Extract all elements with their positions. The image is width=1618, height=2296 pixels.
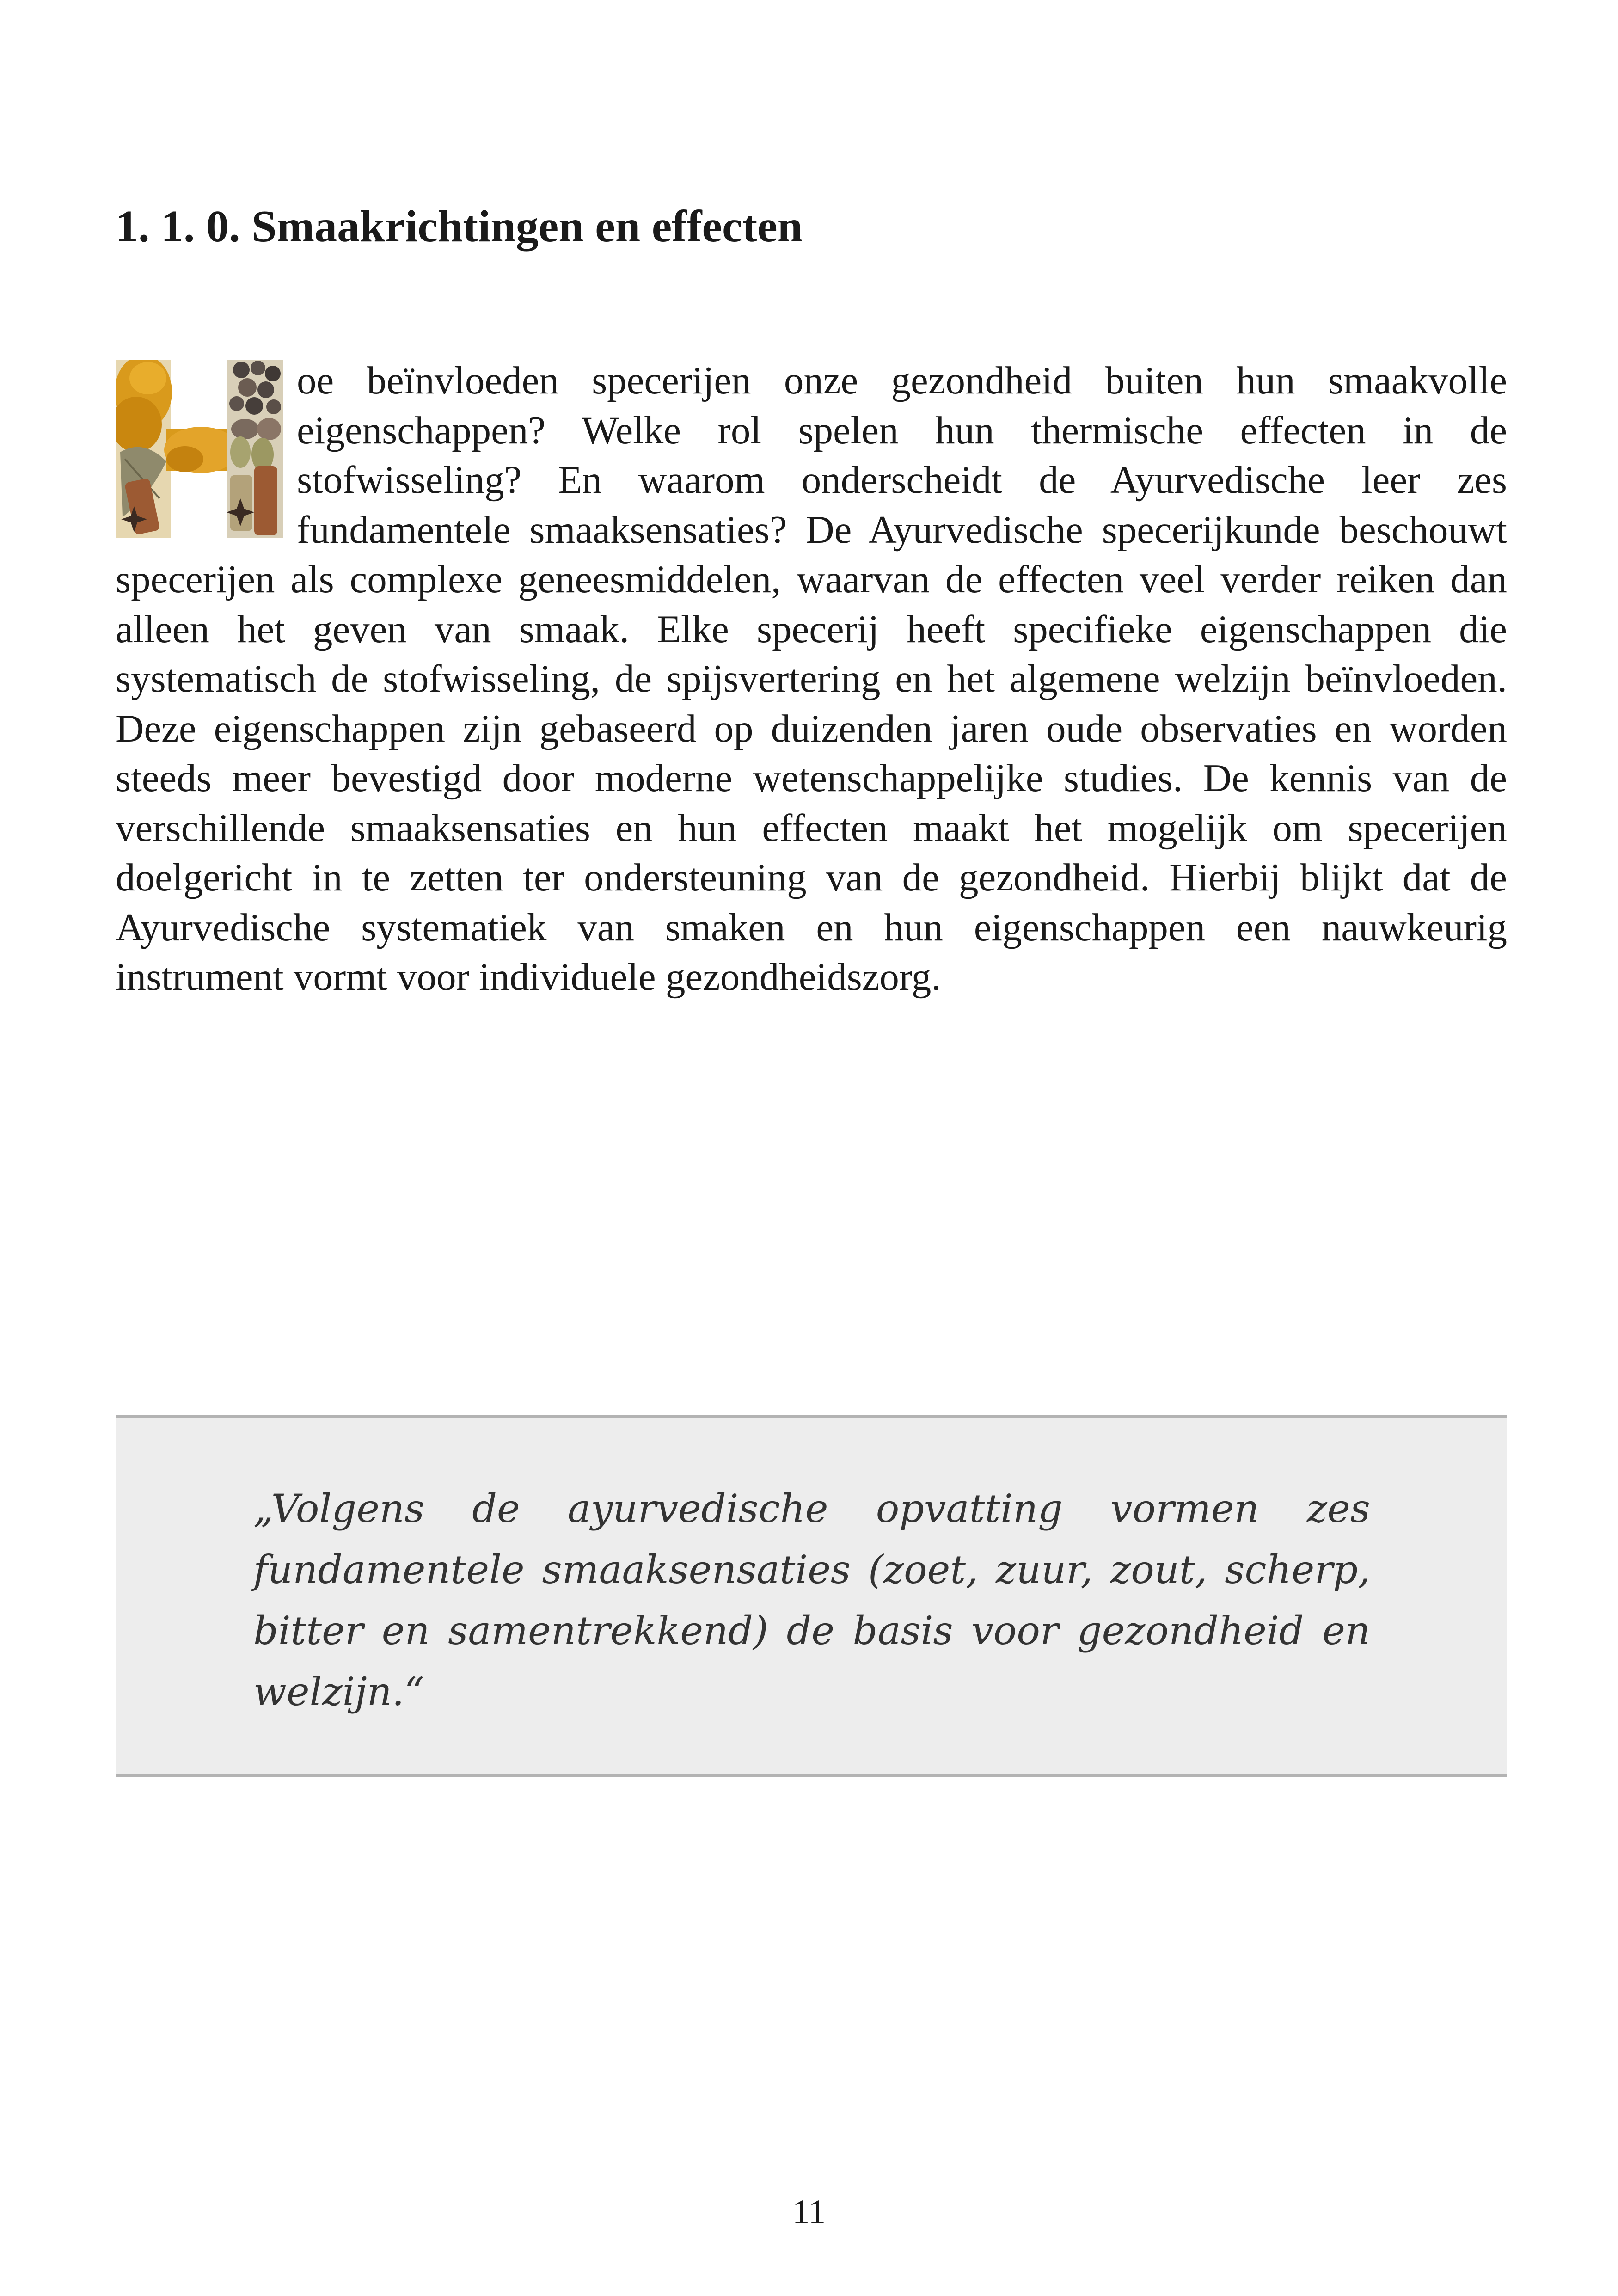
pull-quote (116, 1415, 1507, 1777)
body-paragraph (116, 356, 1507, 1002)
section-heading: 1. 1. 0. Smaakrichtingen en effecten (116, 202, 803, 252)
quote-text: „Volgens de ayurvedische opvatting vormen zes fundamentele smaaksensaties (zoet, zuur, zout, scherp, bitter en samentrekkend) de basis voor gezondheid en welzijn.“ (253, 1486, 1370, 1714)
body-text: oe beïnvloeden specerijen onze gezondheid buiten hun smaakvolle eigenschappen? Welke rol spelen hun thermische effecten in de stofwisseling? En waarom onderscheidt de Ayurvedische leer zes fundamentele smaaksensaties? De Ayurvedische specerijkunde beschouwt specerijen als complexe geneesmiddelen, waarvan de effecten veel verder reiken dan alleen het geven van smaak. Elke specerij heeft specifieke eigenschappen die systematisch de stofwisseling, de spijsvertering en het algemene welzijn beïnvloeden. Deze eigenschappen zijn gebaseerd op duizenden jaren oude observaties en worden steeds meer bevestigd door moderne wetenschappelijke studies. De kennis van de verschillende smaaksensaties en hun effecten maakt het mogelijk om specerijen doelgericht in te zetten ter ondersteuning van de gezondheid. Hierbij blijkt dat de Ayurvedische systematiek van smaken en hun eigenschappen een nauwkeurig instrument vormt voor individuele gezondheidszorg. (116, 359, 1507, 999)
spice-letter-h-icon (116, 360, 283, 538)
page-number: 11 (792, 2193, 826, 2231)
